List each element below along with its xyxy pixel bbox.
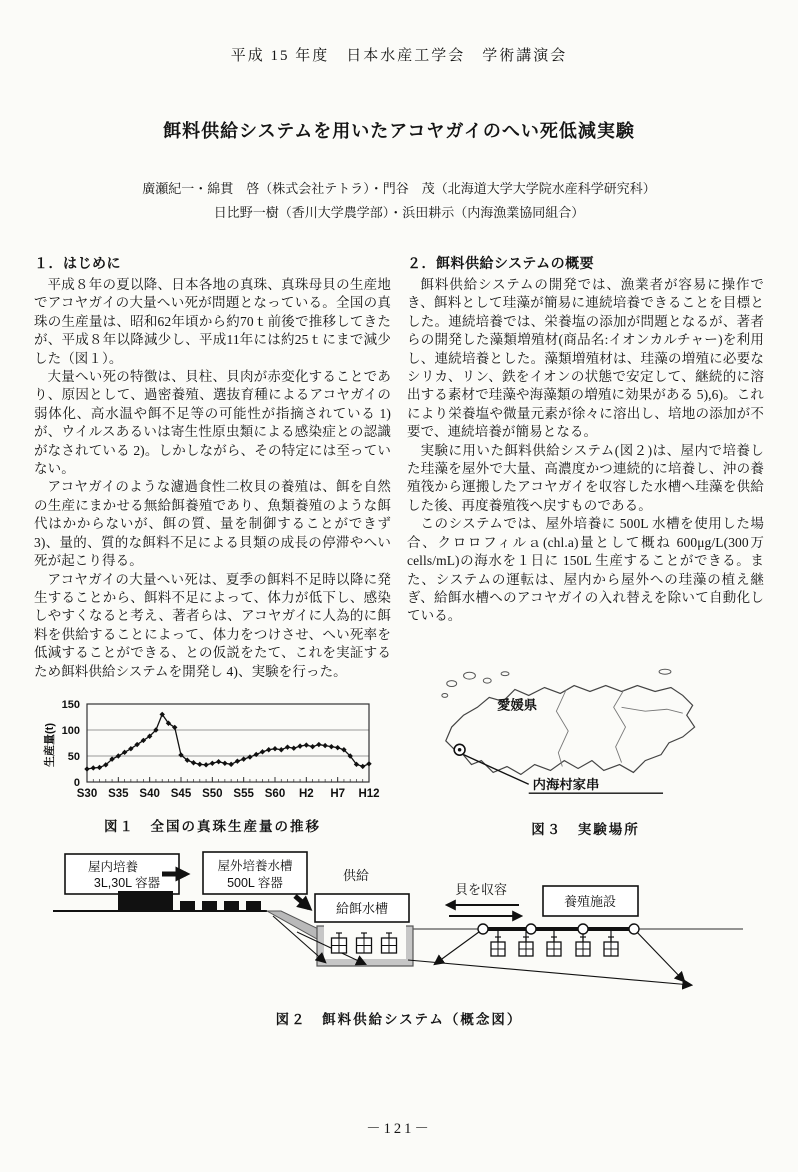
site-label: 内海村家串 <box>532 776 599 792</box>
svg-text:0: 0 <box>73 776 80 789</box>
indoor-culture-volume: 3L,30L 容器 <box>93 875 161 890</box>
figure1-caption: 図１ 全国の真珠生産量の推移 <box>104 818 321 834</box>
section1-paragraph: 平成８年の夏以降、日本各地の真珠、真珠母貝の生産地でアコヤガイの大量へい死が問題となっている。全国の真珠の生産量は、昭和62年頃から約70ｔ前後で推移してきたが、平成８年以降減少し、平成11年には約25ｔにまで減少した（図１）。 <box>34 277 391 366</box>
section1-paragraph: 大量へい死の特徴は、貝柱、貝肉が赤変化することであり、原因として、過密養殖、選抜育種によるアコヤガイの弱体化、高水温や餌不足等の可能性が指摘されている 1)が、ウイルスあるいは寄生性原虫類による感染症との認識がなされている 2)。しかしながら、その特定には至っていない。 <box>34 369 391 477</box>
figure2-feed-supply-system-diagram <box>0 848 798 1028</box>
svg-text:S40: S40 <box>138 787 160 800</box>
page-number: －121－ <box>366 1121 432 1137</box>
svg-text:S35: S35 <box>107 787 129 800</box>
svg-text:S30: S30 <box>76 787 97 800</box>
land-tank-large <box>118 891 173 911</box>
section2-heading: ２．餌料供給システムの概要 <box>407 255 595 271</box>
section1-heading: １．はじめに <box>34 255 121 271</box>
shikoku-map <box>418 650 754 808</box>
line-chart <box>41 697 385 805</box>
svg-text:S45: S45 <box>170 787 191 800</box>
outdoor-culture-volume: 500L 容器 <box>227 875 283 890</box>
supply-label: 供給 <box>343 867 370 883</box>
section1-paragraph: アコヤガイのような濾過食性二枚貝の養殖は、餌を自然の生産にまかせる無給餌養殖であり、魚類養殖のような餌代はかからないが、餌の質、量を制御することができず 3)、量的、質的な餌料不足による貝類の成長の停滞やへい死が起こり得る。 <box>34 479 391 569</box>
shell-transfer-label: 貝を収容 <box>454 881 508 897</box>
svg-text:H7: H7 <box>329 787 345 800</box>
svg-text:S60: S60 <box>264 787 285 800</box>
author-line-2: 日比野一樹（香川大学農学部）・浜田耕示（内海漁業協同組合） <box>213 205 585 220</box>
page-title: 餌料供給システムを用いたアコヤガイのへい死低減実験 <box>163 121 635 141</box>
svg-text:H2: H2 <box>298 787 314 800</box>
figure2-caption: 図２ 餌料供給システム（概念図） <box>275 1011 523 1027</box>
conference-header: 平成 15 年度 日本水産工学会 学術講演会 <box>230 48 568 64</box>
two-column-body <box>0 253 798 838</box>
section1-paragraph: アコヤガイの大量へい死は、夏季の餌料不足時以降に発生することから、餌料不足によって、体力が低下し、感染しやすくなると考え、著者らは、アコヤガイに人為的に餌料を供給することによって、体力をつけさせ、へい死率を低減することができる、との仮説をたて、これを実証するため餌料供給システムを開発し 4)、実験を行った。 <box>34 571 391 679</box>
right-column <box>407 253 764 838</box>
svg-text:S55: S55 <box>232 787 254 800</box>
aquaculture-facility-label: 養殖施設 <box>563 893 617 909</box>
supply-arrow <box>295 896 309 908</box>
concept-diagram <box>43 848 755 998</box>
outdoor-culture-label: 屋外培養水槽 <box>217 858 293 873</box>
prefecture-label: 愛媛県 <box>496 696 537 712</box>
svg-text:H12: H12 <box>357 787 380 800</box>
feeding-tank-label: 給餌水槽 <box>335 900 389 916</box>
section2-paragraph: このシステムでは、屋外培養に 500L 水槽を使用した場合、クロロフィルａ(chl.a)量として概ね 600μg/L(300万 cells/mL)の海水を１日に 150L 生産することができる。また、システムの運転は、屋内から屋外への珪藻の植え継ぎ、給餌水槽へのアコヤガイの入れ替えを除いて自動化している。 <box>407 516 764 624</box>
figure3-caption: 図３ 実験場所 <box>531 821 640 837</box>
left-column <box>34 253 391 838</box>
svg-text:150: 150 <box>61 698 80 711</box>
section2-paragraph: 餌料供給システムの開発では、漁業者が容易に操作でき、餌料として珪藻が簡易に連続培養できることを目標とした。連続培養では、栄養塩の添加が問題となるが、著者らの開発した藻類増殖材(商品名:イオンカルチャー)を利用し、連続培養とした。藻類増殖材は、珪藻の増殖に必要なシリカ、リン、鉄をイオンの状態で安定して、継続的に溶出する素材で珪藻や海藻類の増殖に効果がある 5),6)。これにより栄養塩や微量元素が徐々に溶出し、培地の添加が不要で、連続培養が簡易となる。 <box>407 277 764 440</box>
author-line-1: 廣瀬紀一・綿貫 啓（株式会社テトラ）・門谷 茂（北海道大学大学院水産科学研究科） <box>142 181 656 196</box>
figure1-pearl-production-chart <box>34 697 391 835</box>
svg-text:S50: S50 <box>201 787 223 800</box>
author-block <box>0 177 798 225</box>
figure3-experiment-site-map <box>407 650 764 838</box>
shikoku-outline <box>445 685 694 774</box>
svg-text:50: 50 <box>67 750 80 763</box>
indoor-culture-label: 屋内培養 <box>87 859 139 874</box>
svg-text:100: 100 <box>61 724 80 737</box>
y-axis-label: 生産量(t) <box>43 722 56 767</box>
section2-paragraph: 実験に用いた餌料供給システム(図２)は、屋内で培養した珪藻を屋外で大量、高濃度かつ連続的に培養し、沖の養殖筏から運搬したアコヤガイを収容した水槽へ珪藻を供給した後、再度養殖筏へ戻すものである。 <box>407 442 764 513</box>
